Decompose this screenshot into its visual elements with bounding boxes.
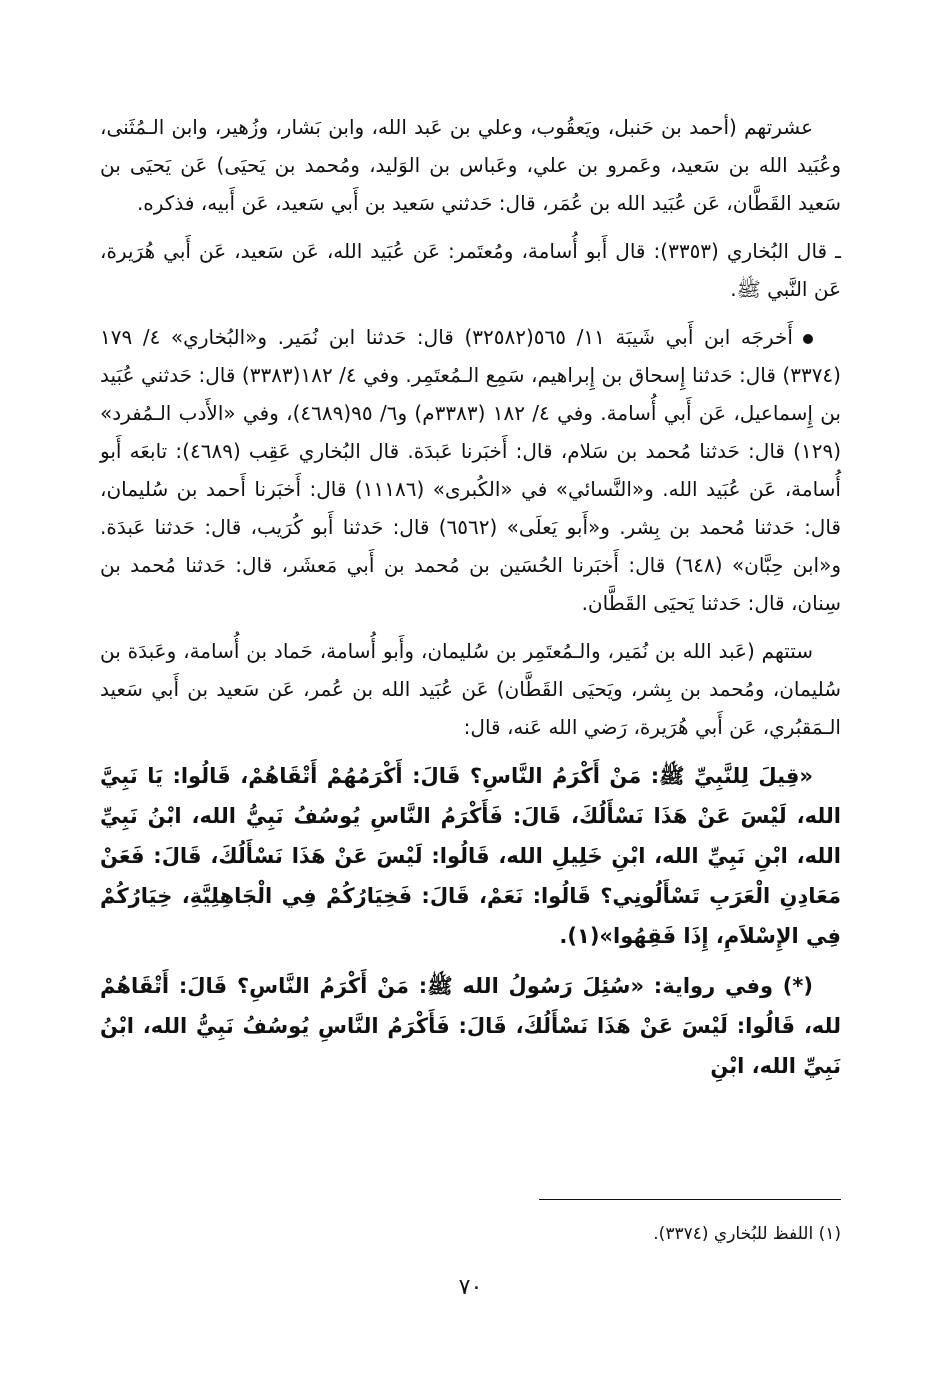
paragraph-bukhari-note: ـ قال البُخاري (٣٣٥٣): قال أَبو أُسامة، ومُعتَمر: عَن عُبَيد الله، عَن سَعيد، عَن أَبي هُرَيرة، عَن النَّبي ﷺ. [100, 239, 842, 301]
main-text-block [100, 108, 841, 1096]
paragraph-isnad: ستتهم (عَبد الله بن نُمَير، والـمُعتَمِر بن سُليمان، وأَبو أُسامة، حَماد بن أُسامة، وعَبدَة بن سُليمان، ومُحمد بن بِشر، ويَحيَى القَطَّان) عَن عُبَيد الله بن عُمر، عَن سَعيد بن أَبي سَعيد الـمَقبُري، عَن أَبي هُرَيرة، رَضي الله عَنه، قال: [100, 639, 841, 739]
bullet-dot-icon [803, 334, 813, 344]
paragraph-takhrij-text: أَخرجَه ابن أَبي شَيبَة ١١/ ٥٦٥(٣٢٥٨٢) قال: حَدثنا ابن نُمَير. و«البُخاري» ٤/ ١٧٩ (٣٣٧٤) قال: حَدثنا إِسحاق بن إِبراهيم، سَمِع الـمُعتَمِر. وفي ٤/ ١٨٢(٣٣٨٣) قال: حَدثني عُبَيد بن إِسماعيل، عَن أَبي أُسامة. وفي ٤/ ١٨٢ (٣٣٨٣م) و٦/ ٩٥(٤٦٨٩)، وفي «الأَدب الـمُفرد» (١٢٩) قال: حَدثنا مُحمد بن سَلام، قال: أَخبَرنا عَبدَة. قال البُخاري عَقِب (٤٦٨٩): تابعَه أَبو أُسامة، عَن عُبَيد الله. و«النَّسائي» في «الكُبرى» (١١١٨٦) قال: أَخبَرنا أَحمد بن سُليمان، قال: حَدثنا مُحمد بن بِشر. و«أَبو يَعلَى» (٦٥٦٢) قال: حَدثنا أَبو كُرَيب، قال: حَدثنا عَبدَة. و«ابن حِبَّان» (٦٤٨) قال: أَخبَرنا الحُسَين بن مُحمد بن أَبي مَعشَر، قال: حَدثنا مُحمد بن سِنان، قال: حَدثنا يَحيَى القَطَّان. [100, 325, 842, 615]
paragraph-riwaya: (*) وفي رواية: «سُئِلَ رَسُولُ الله ﷺ: مَنْ أَكْرَمُ النَّاسِ؟ قَالَ: أَتْقَاهُمْ لله، قَالُوا: لَيْسَ عَنْ هَذَا نَسْأَلُكَ، قَالَ: فَأَكْرَمُ النَّاسِ يُوسُفُ نَبِيُّ الله، ابْنُ نَبِيِّ الله، ابْنِ [100, 974, 841, 1078]
paragraph-hadith-text: «قِيلَ لِلنَّبِيِّ ﷺ: مَنْ أَكْرَمُ النَّاسِ؟ قَالَ: أَكْرَمُهُمْ أَتْقَاهُمْ، قَالُوا: يَا نَبِيَّ الله، لَيْسَ عَنْ هَذَا نَسْأَلُكَ، قَالَ: فَأَكْرَمُ النَّاسِ يُوسُفُ نَبِيُّ الله، ابْنُ نَبِيِّ الله، ابْنِ نَبِيِّ الله، ابْنِ خَلِيلِ الله، قَالُوا: لَيْسَ عَنْ هَذَا نَسْأَلُكَ، قَالَ: فَعَنْ مَعَادِنِ الْعَرَبِ تَسْأَلُونِي؟ قَالُوا: نَعَمْ، قَالَ: فَخِيَارُكُمْ فِي الْجَاهِلِيَّةِ، خِيَارُكُمْ فِي الإِسْلاَمِ، إِذَا فَقِهُوا»(١). [100, 764, 841, 948]
paragraph-narrators-list: عشرتهم (أحمد بن حَنبل، ويَعقُوب، وعلي بن عَبد الله، وابن بَشار، وزُهير، وابن الـمُثَنى، وعُبَيد الله بن سَعيد، وعَمرو بن علي، وعَباس بن الوَليد، ومُحمد بن يَحيَى) عَن يَحيَى بن سَعيد القَطَّان، عَن عُبَيد الله بن عُمَر، قال: حَدثني سَعيد بن أَبي سَعيد، عَن أَبيه، فذكره. [100, 115, 841, 215]
paragraph-takhrij [100, 318, 841, 622]
footnote-divider [539, 1199, 841, 1200]
footnote: (١) اللفظ للبُخاري (٣٣٧٤). [653, 1224, 841, 1244]
page-number: ٧٠ [458, 1275, 483, 1300]
